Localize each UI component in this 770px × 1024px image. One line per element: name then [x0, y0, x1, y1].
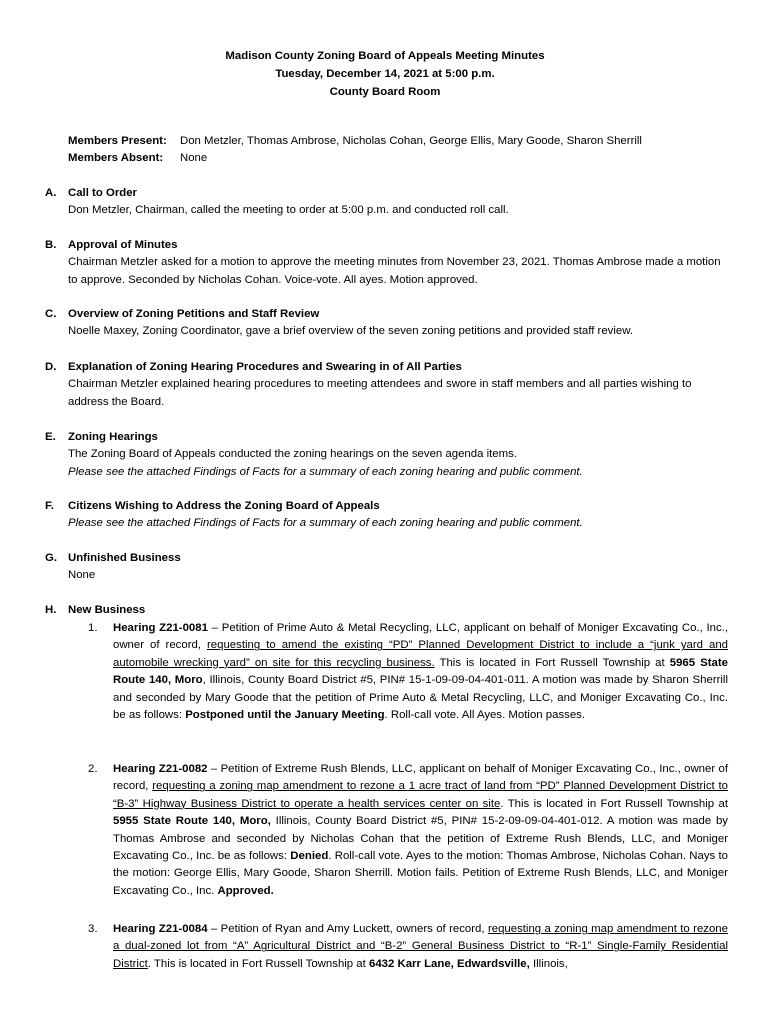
members-present-list: Don Metzler, Thomas Ambrose, Nicholas Cohan, George Ellis, Mary Goode, Sharon Sherrill: [180, 135, 642, 147]
section-title: Approval of Minutes: [68, 239, 178, 251]
section-c: [45, 306, 729, 341]
request-description: requesting to amend the existing “PD” Planned Development District to include a “junk yard and automobile wrecking yard” on site for this recycling business.: [113, 639, 728, 669]
section-text: Noelle Maxey, Zoning Coordinator, gave a brief overview of the seven zoning petitions and provided staff review.: [68, 325, 634, 338]
section-title: New Business: [68, 604, 146, 616]
item-text-part: , Illinois, County Board District #5, PIN# 15-1-09-09-04-401-011. A motion was made by Sharon Sherrill and seconded by Mary Goode that the petition of Prime Auto & Metal Recycling, LLC, and Moniger Excavating Co., Inc. be as follows:: [113, 674, 728, 722]
section-note: Please see the attached Findings of Facts for a summary of each zoning hearing and public comment.: [68, 465, 583, 478]
section-h: [45, 602, 729, 619]
section-text: The Zoning Board of Appeals conducted the zoning hearings on the seven agenda items.: [68, 448, 517, 461]
request-description: requesting a zoning map amendment to rezone a dual-zoned lot from “A” Agricultural District and “B-2” General Business District to “R-1” Single-Family Residential District: [113, 923, 728, 970]
item-text-part: Illinois,: [529, 957, 568, 970]
section-text: Chairman Metzler asked for a motion to approve the meeting minutes from November 23, 2021. Thomas Ambrose made a motion to approve. Seconded by Nicholas Cohan. Voice-vote. All ayes. Motion approved.: [68, 256, 721, 286]
item-text-part: . This is located in Fort Russell Township at: [500, 797, 729, 810]
members-absent-label: Members Absent:: [68, 152, 164, 165]
meeting-location: County Board Room: [329, 86, 441, 98]
property-address: 6432 Karr Lane, Edwardsville,: [368, 957, 530, 970]
item-text-part: . Roll-call vote. Ayes to the motion: Thomas Ambrose, Nicholas Cohan. Nays to the motion: George Ellis, Mary Goode, Sharon Sherrill. Motion fails. Petition of Extreme Rush Blends, LLC, and Moniger Excavating Co., Inc.: [113, 850, 729, 897]
members-absent-list: None: [180, 152, 208, 165]
section-letter: E.: [45, 431, 56, 443]
section-f: [45, 498, 729, 533]
item-number: 2.: [88, 763, 98, 775]
hearing-number: Hearing Z21-0081: [113, 622, 208, 634]
item-text-part: . This is located in Fort Russell Township at: [147, 957, 369, 970]
request-description: requesting a zoning map amendment to rezone a 1 acre tract of land from “PD” Planned Development District to “B-3” Highway Business District to operate a health services center on site: [113, 780, 728, 810]
members-present-row: [68, 133, 728, 150]
item-text-part: – Petition of Extreme Rush Blends, LLC, applicant on behalf of Moniger Excavating Co., Inc., owner of record,: [113, 763, 728, 793]
property-address: 5955 State Route 140, Moro,: [113, 815, 271, 828]
item-text-part: – Petition of Prime Auto & Metal Recycling, LLC, applicant on behalf of Moniger Excavating Co., Inc., owner of record,: [113, 622, 728, 652]
hearing-number: Hearing Z21-0084: [113, 923, 208, 935]
property-address: 5965 State Route 140, Moro: [113, 656, 729, 687]
section-e: [45, 429, 729, 481]
new-business-item: [88, 620, 728, 724]
section-letter: F.: [45, 500, 54, 512]
section-title: Zoning Hearings: [68, 431, 158, 443]
section-text: None: [68, 569, 96, 582]
section-letter: D.: [45, 361, 57, 373]
decision: Postponed until the January Meeting: [185, 709, 385, 722]
item-number: 3.: [88, 923, 98, 935]
document-header: [0, 47, 770, 101]
section-title: Call to Order: [68, 187, 137, 199]
section-title: Overview of Zoning Petitions and Staff Review: [68, 308, 320, 320]
section-title: Unfinished Business: [68, 552, 181, 564]
item-text-part: This is located in Fort Russell Township at: [434, 656, 670, 669]
section-text: Chairman Metzler explained hearing procedures to meeting attendees and swore in staff members and all parties wishing to address the Board.: [68, 378, 692, 408]
section-letter: C.: [45, 308, 57, 320]
section-letter: G.: [45, 552, 58, 564]
members-block: [68, 133, 728, 168]
hearing-number: Hearing Z21-0082: [113, 763, 208, 775]
meeting-date: Tuesday, December 14, 2021 at 5:00 p.m.: [275, 68, 495, 80]
members-present-label: Members Present:: [68, 135, 167, 147]
item-text: [113, 921, 728, 973]
section-b: [45, 237, 729, 289]
item-number: 1.: [88, 622, 98, 634]
section-title: Explanation of Zoning Hearing Procedures and Swearing in of All Parties: [68, 361, 462, 373]
section-letter: B.: [45, 239, 57, 251]
section-title: Citizens Wishing to Address the Zoning Board of Appeals: [68, 500, 380, 512]
section-letter: A.: [45, 187, 57, 199]
new-business-item: [88, 761, 728, 900]
new-business-item: [88, 921, 728, 973]
decision: Denied: [290, 850, 329, 863]
section-letter: H.: [45, 604, 57, 616]
item-text: [113, 761, 728, 900]
section-d: [45, 359, 729, 411]
item-text: [113, 620, 728, 724]
item-text-part: Illinois, County Board District #5, PIN# 15-2-09-09-04-401-012. A motion was made by Thomas Ambrose and seconded by Nicholas Cohan that the petition of Extreme Rush Blends, LLC, and Moniger Excavating Co., Inc. be as follows:: [113, 815, 729, 863]
section-a: [45, 185, 729, 220]
item-text-part: – Petition of Ryan and Amy Luckett, owners of record,: [207, 923, 488, 935]
final-decision: Approved.: [217, 884, 274, 897]
members-absent-row: [68, 150, 728, 167]
document-title: Madison County Zoning Board of Appeals Meeting Minutes: [225, 50, 545, 62]
section-text: Don Metzler, Chairman, called the meeting to order at 5:00 p.m. and conducted roll call.: [68, 204, 509, 217]
section-g: [45, 550, 729, 585]
section-note: Please see the attached Findings of Facts for a summary of each zoning hearing and public comment.: [68, 517, 583, 530]
item-text-part: . Roll-call vote. All Ayes. Motion passes.: [384, 709, 586, 722]
